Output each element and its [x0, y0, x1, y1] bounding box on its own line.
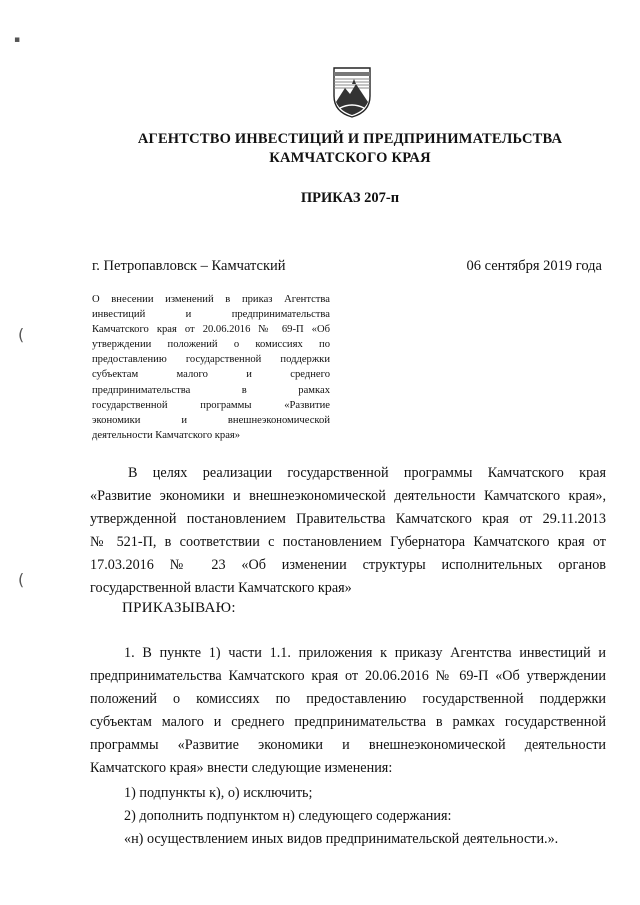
subject-line: Камчатского края от 20.06.2016 № 69-П «Об: [92, 324, 330, 336]
order-subject: [92, 292, 330, 443]
item1-line: положений о комиссиях по предоставлению государственной поддержки: [90, 691, 606, 707]
preamble-line: государственной власти Камчатского края»: [90, 580, 352, 596]
subject-line: деятельности Камчатского края»: [92, 429, 241, 441]
item1-line: программы «Развитие экономики и внешнеэкономической деятельности: [90, 737, 606, 753]
subject-line: утверждении положений о комиссиях по: [92, 339, 330, 351]
preamble-line: В целях реализации государственной программы Камчатского края: [128, 465, 606, 481]
binder-hole-mark: (: [18, 570, 25, 589]
subitem-2: 2) дополнить подпунктом н) следующего содержания:: [124, 808, 452, 824]
item1-line: предпринимательства Камчатского края от 20.06.2016 № 69-П «Об утверждении: [90, 668, 606, 684]
subject-line: субъектам малого и среднего: [92, 369, 330, 381]
item1-line: Камчатского края» внести следующие изменения:: [90, 760, 393, 776]
new-subclause-quote: «н) осуществлением иных видов предпринимательской деятельности.».: [124, 831, 559, 847]
kamchatka-coat-of-arms: [330, 62, 374, 118]
subject-line: экономики и внешнеэкономической: [92, 414, 330, 426]
subject-line: инвестиций и предпринимательства: [92, 309, 330, 321]
decree-word: ПРИКАЗЫВАЮ:: [122, 600, 236, 616]
order-title: ПРИКАЗ 207-п: [300, 190, 400, 206]
item1-line: 1. В пункте 1) части 1.1. приложения к приказу Агентства инвестиций и: [124, 645, 606, 661]
scan-mark: ▪: [14, 35, 21, 45]
agency-name-line1: АГЕНТСТВО ИНВЕСТИЦИЙ И ПРЕДПРИНИМАТЕЛЬСТВА: [137, 131, 563, 147]
preamble-line: утвержденной постановлением Правительства Камчатского края от 29.11.2013: [90, 511, 606, 527]
subject-line: предпринимательства в рамках: [92, 384, 330, 396]
order-date: 06 сентября 2019 года: [466, 258, 602, 274]
city: г. Петропавловск – Камчатский: [92, 258, 286, 274]
subject-line: государственной программы «Развитие: [92, 399, 330, 411]
agency-name-line2: КАМЧАТСКОГО КРАЯ: [269, 150, 431, 166]
preamble-line: 17.03.2016 № 23 «Об изменении структуры исполнительных органов: [90, 557, 606, 573]
subitem-1: 1) подпункты к), о) исключить;: [124, 785, 313, 801]
item1-line: субъектам малого и среднего предпринимательства в рамках государственной: [90, 714, 606, 730]
binder-hole-mark: (: [18, 325, 25, 344]
preamble-line: «Развитие экономики и внешнеэкономической деятельности Камчатского края»,: [90, 488, 606, 504]
subject-line: предоставлению государственной поддержки: [92, 354, 330, 366]
subject-line: О внесении изменений в приказ Агентства: [92, 294, 330, 305]
preamble-line: № 521-П, в соответствии с постановлением Губернатора Камчатского края от: [90, 534, 606, 550]
